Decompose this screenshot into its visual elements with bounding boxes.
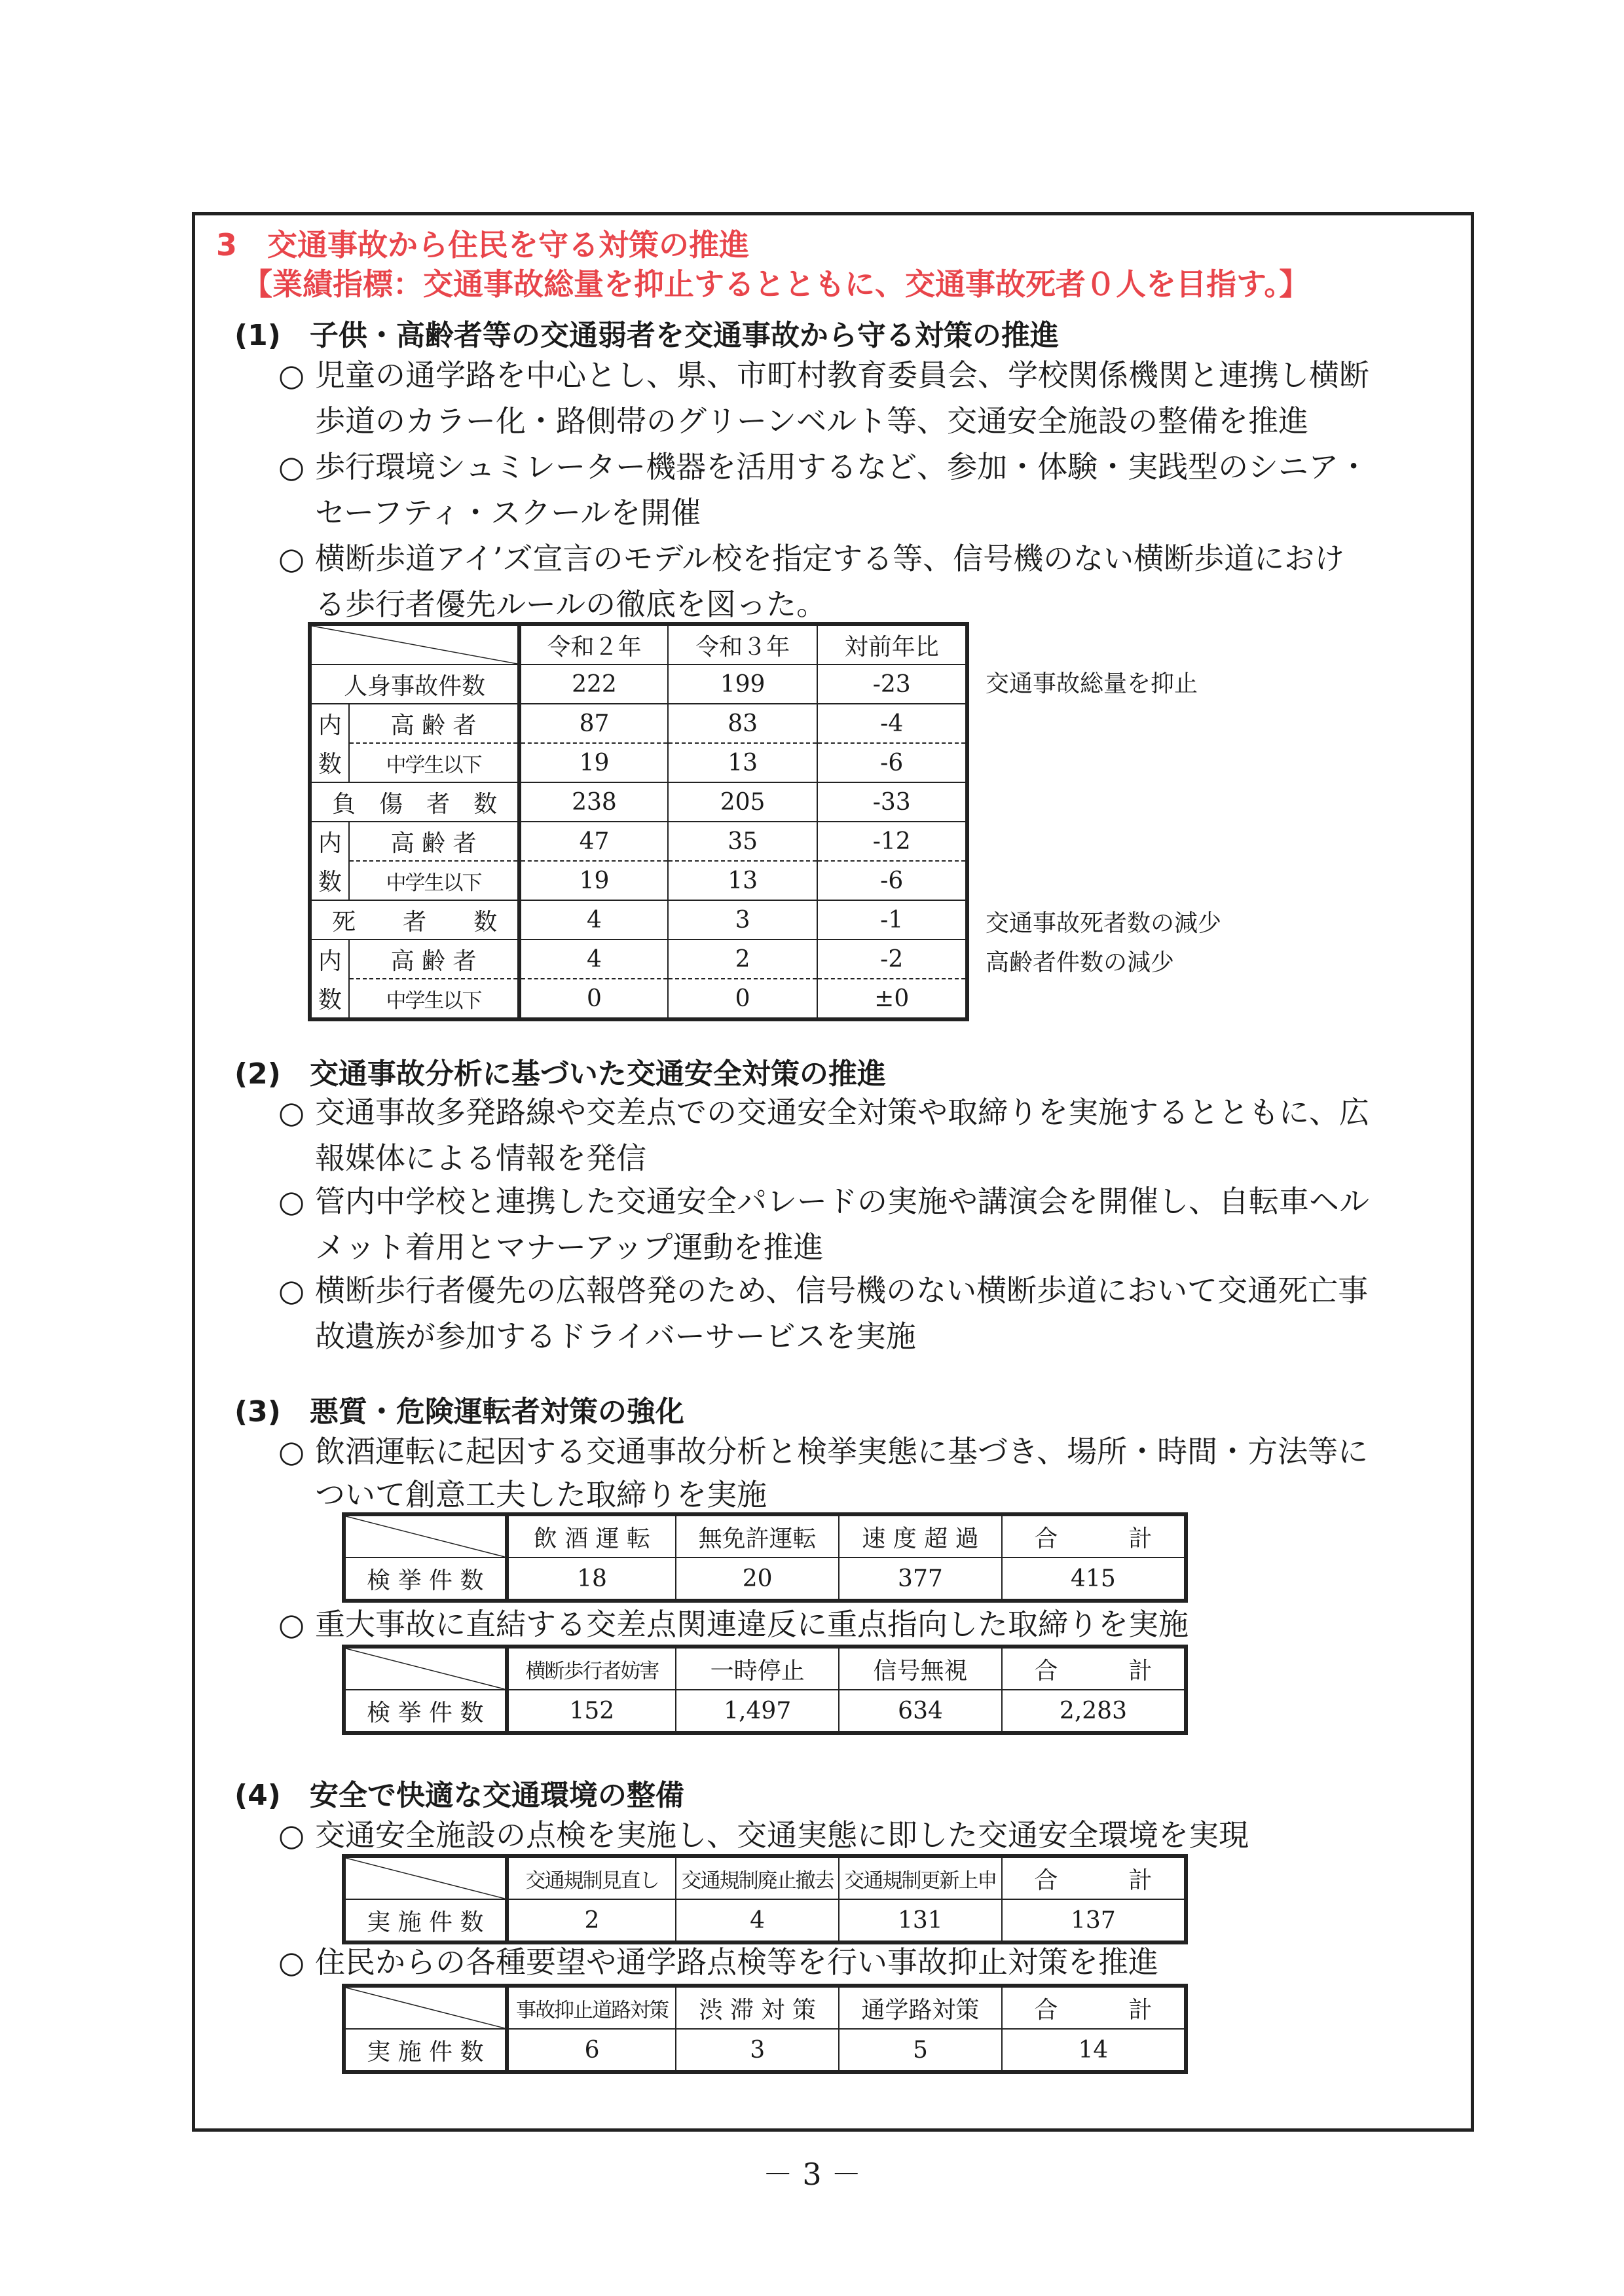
cell-value: 13 xyxy=(668,743,818,782)
cell-value: 205 xyxy=(668,782,818,822)
column-header: 事故抑止道路対策 xyxy=(507,1986,676,2029)
column-header: 合 計 xyxy=(1002,1514,1186,1558)
bullet-circle-icon: ○ xyxy=(278,449,305,484)
s1-paragraph-1-cont: 歩道のカラー化・路側帯のグリーンベルト等、交通安全施設の整備を推進 xyxy=(315,403,1309,439)
row-label: 検 挙 件 数 xyxy=(344,1690,507,1733)
column-header: 信号無視 xyxy=(839,1647,1002,1690)
column-header: 交通規制更新上申 xyxy=(839,1856,1002,1899)
subsection-1-heading: (1) 子供・高齢者等の交通弱者を交通事故から守る対策の推進 xyxy=(234,319,1059,352)
sub-label-junior: 中学生以下 xyxy=(349,861,519,900)
row-label-injured: 負 傷 者 数 xyxy=(310,782,519,822)
s2-paragraph-3: ○ 横断歩行者優先の広報啓発のため、信号機のない横断歩道において交通死亡事 xyxy=(278,1267,1368,1313)
cell-value: 5 xyxy=(839,2029,1002,2072)
cell-value: 87 xyxy=(519,704,668,743)
sub-label-elderly: 高 齢 者 xyxy=(349,939,519,979)
cell-value: 0 xyxy=(668,979,818,1019)
intersection-violations-table xyxy=(342,1645,1188,1735)
cell-value: 6 xyxy=(507,2029,676,2072)
accident-stats-table xyxy=(308,622,969,1021)
diagonal-header-cell xyxy=(344,1986,507,2029)
cell-value: -2 xyxy=(817,939,967,979)
s4-paragraph-1: ○ 交通安全施設の点検を実施し、交通実態に即した交通安全環境を実現 xyxy=(278,1812,1249,1858)
column-header: 合 計 xyxy=(1002,1986,1186,2029)
cell-value: 3 xyxy=(668,900,818,939)
s1-paragraph-3: ○ 横断歩道アイ’ズ宣言のモデル校を指定する等、信号機のない横断歩道におけ xyxy=(278,536,1344,581)
cell-value: 238 xyxy=(519,782,668,822)
sub-label-elderly: 高 齢 者 xyxy=(349,704,519,743)
column-header: 渋 滞 対 策 xyxy=(676,1986,839,2029)
cell-value: -4 xyxy=(817,704,967,743)
cell-value: -12 xyxy=(817,822,967,861)
cell-value: 2 xyxy=(507,1899,676,1942)
s3-paragraph-1-cont: ついて創意工夫した取締りを実施 xyxy=(315,1477,767,1512)
bullet-circle-icon: ○ xyxy=(278,357,305,393)
subsection-4-heading: (4) 安全で快適な交通環境の整備 xyxy=(234,1779,684,1812)
note-elderly-reduction: 高齢者件数の減少 xyxy=(986,949,1175,976)
bullet-circle-icon: ○ xyxy=(278,1434,305,1469)
cell-value: 19 xyxy=(519,743,668,782)
column-header: 無免許運転 xyxy=(676,1514,839,1558)
row-label: 実 施 件 数 xyxy=(344,2029,507,2072)
s2-paragraph-1: ○ 交通事故多発路線や交差点での交通安全対策や取締りを実施するとともに、広 xyxy=(278,1089,1369,1135)
column-header: 速 度 超 過 xyxy=(839,1514,1002,1558)
s1-paragraph-1: ○ 児童の通学路を中心とし、県、市町村教育委員会、学校関係機関と連携し横断 xyxy=(278,352,1369,398)
cell-value: -6 xyxy=(817,861,967,900)
cell-value: 18 xyxy=(507,1558,676,1601)
bullet-circle-icon: ○ xyxy=(278,541,305,576)
bullet-circle-icon: ○ xyxy=(278,1095,305,1130)
cell-value: 47 xyxy=(519,822,668,861)
cell-value: 2 xyxy=(668,939,818,979)
row-label-deaths: 死 者 数 xyxy=(310,900,519,939)
cell-value: 35 xyxy=(668,822,818,861)
cell-value: 2,283 xyxy=(1002,1690,1186,1733)
diagonal-header-cell xyxy=(344,1856,507,1899)
s1-paragraph-3-cont: る歩行者優先ルールの徹底を図った。 xyxy=(315,587,827,622)
cell-value: 13 xyxy=(668,861,818,900)
column-header: 合 計 xyxy=(1002,1647,1186,1690)
traffic-regulation-table xyxy=(342,1854,1188,1944)
dui-arrests-table xyxy=(342,1512,1188,1603)
breakdown-label-bottom: 数 xyxy=(310,861,349,900)
cell-value: -23 xyxy=(817,665,967,704)
cell-value: 20 xyxy=(676,1558,839,1601)
cell-value: -6 xyxy=(817,743,967,782)
cell-value: 4 xyxy=(676,1899,839,1942)
s2-paragraph-3-cont: 故遺族が参加するドライバーサービスを実施 xyxy=(315,1319,916,1354)
cell-value: ±0 xyxy=(817,979,967,1019)
bullet-circle-icon: ○ xyxy=(278,1607,305,1642)
column-header: 交通規制見直し xyxy=(507,1856,676,1899)
header-r3: 令和３年 xyxy=(668,624,818,665)
cell-value: 137 xyxy=(1002,1899,1186,1942)
cell-value: 415 xyxy=(1002,1558,1186,1601)
accident-prevention-table xyxy=(342,1984,1188,2074)
s1-paragraph-2: ○ 歩行環境シュミレーター機器を活用するなど、参加・体験・実践型のシニア・ xyxy=(278,444,1369,490)
bullet-circle-icon: ○ xyxy=(278,1184,305,1219)
cell-value: 83 xyxy=(668,704,818,743)
column-header: 交通規制廃止撤去 xyxy=(676,1856,839,1899)
breakdown-label-top: 内 xyxy=(310,704,349,743)
breakdown-label-top: 内 xyxy=(310,939,349,979)
cell-value: -1 xyxy=(817,900,967,939)
s4-paragraph-2: ○ 住民からの各種要望や通学路点検等を行い事故抑止対策を推進 xyxy=(278,1939,1158,1985)
column-header: 飲 酒 運 転 xyxy=(507,1514,676,1558)
cell-value: 4 xyxy=(519,939,668,979)
cell-value: 377 xyxy=(839,1558,1002,1601)
cell-value: 199 xyxy=(668,665,818,704)
note-total-accidents: 交通事故総量を抑止 xyxy=(986,670,1198,697)
cell-value: 634 xyxy=(839,1690,1002,1733)
breakdown-label-bottom: 数 xyxy=(310,743,349,782)
diagonal-header-cell xyxy=(344,1647,507,1690)
column-header: 横断歩行者妨害 xyxy=(507,1647,676,1690)
subsection-3-heading: (3) 悪質・危険運転者対策の強化 xyxy=(234,1395,684,1429)
cell-value: 0 xyxy=(519,979,668,1019)
row-label: 検 挙 件 数 xyxy=(344,1558,507,1601)
s3-paragraph-1: ○ 飲酒運転に起因する交通事故分析と検挙実態に基づき、場所・時間・方法等に xyxy=(278,1429,1368,1474)
breakdown-label-top: 内 xyxy=(310,822,349,861)
diagonal-header-cell xyxy=(310,624,519,665)
sub-label-elderly: 高 齢 者 xyxy=(349,822,519,861)
row-label-injury-accidents: 人身事故件数 xyxy=(310,665,519,704)
column-header: 一時停止 xyxy=(676,1647,839,1690)
s2-paragraph-1-cont: 報媒体による情報を発信 xyxy=(315,1140,646,1176)
sub-label-junior: 中学生以下 xyxy=(349,743,519,782)
cell-value: -33 xyxy=(817,782,967,822)
header-r2: 令和２年 xyxy=(519,624,668,665)
performance-indicator: 【業績指標：交通事故総量を抑止するとともに、交通事故死者０人を目指す。】 xyxy=(242,266,1310,302)
subsection-2-heading: (2) 交通事故分析に基づいた交通安全対策の推進 xyxy=(234,1057,886,1091)
cell-value: 3 xyxy=(676,2029,839,2072)
bullet-circle-icon: ○ xyxy=(278,1944,305,1980)
cell-value: 19 xyxy=(519,861,668,900)
row-label: 実 施 件 数 xyxy=(344,1899,507,1942)
section-title: 3 交通事故から住民を守る対策の推進 xyxy=(216,227,750,263)
diagonal-header-cell xyxy=(344,1514,507,1558)
breakdown-label-bottom: 数 xyxy=(310,979,349,1019)
note-deaths-reduction: 交通事故死者数の減少 xyxy=(986,910,1222,937)
s2-paragraph-2: ○ 管内中学校と連携した交通安全パレードの実施や講演会を開催し、自転車ヘル xyxy=(278,1178,1369,1224)
cell-value: 152 xyxy=(507,1690,676,1733)
page-number: － 3 － xyxy=(762,2157,862,2192)
cell-value: 14 xyxy=(1002,2029,1186,2072)
column-header: 合 計 xyxy=(1002,1856,1186,1899)
header-yoy: 対前年比 xyxy=(817,624,967,665)
bullet-circle-icon: ○ xyxy=(278,1273,305,1308)
cell-value: 131 xyxy=(839,1899,1002,1942)
cell-value: 4 xyxy=(519,900,668,939)
cell-value: 1,497 xyxy=(676,1690,839,1733)
s3-paragraph-2: ○ 重大事故に直結する交差点関連違反に重点指向した取締りを実施 xyxy=(278,1601,1189,1647)
sub-label-junior: 中学生以下 xyxy=(349,979,519,1019)
cell-value: 222 xyxy=(519,665,668,704)
s2-paragraph-2-cont: メット着用とマナーアップ運動を推進 xyxy=(315,1230,824,1265)
column-header: 通学路対策 xyxy=(839,1986,1002,2029)
bullet-circle-icon: ○ xyxy=(278,1817,305,1853)
s1-paragraph-2-cont: セーフティ・スクールを開催 xyxy=(315,495,701,530)
